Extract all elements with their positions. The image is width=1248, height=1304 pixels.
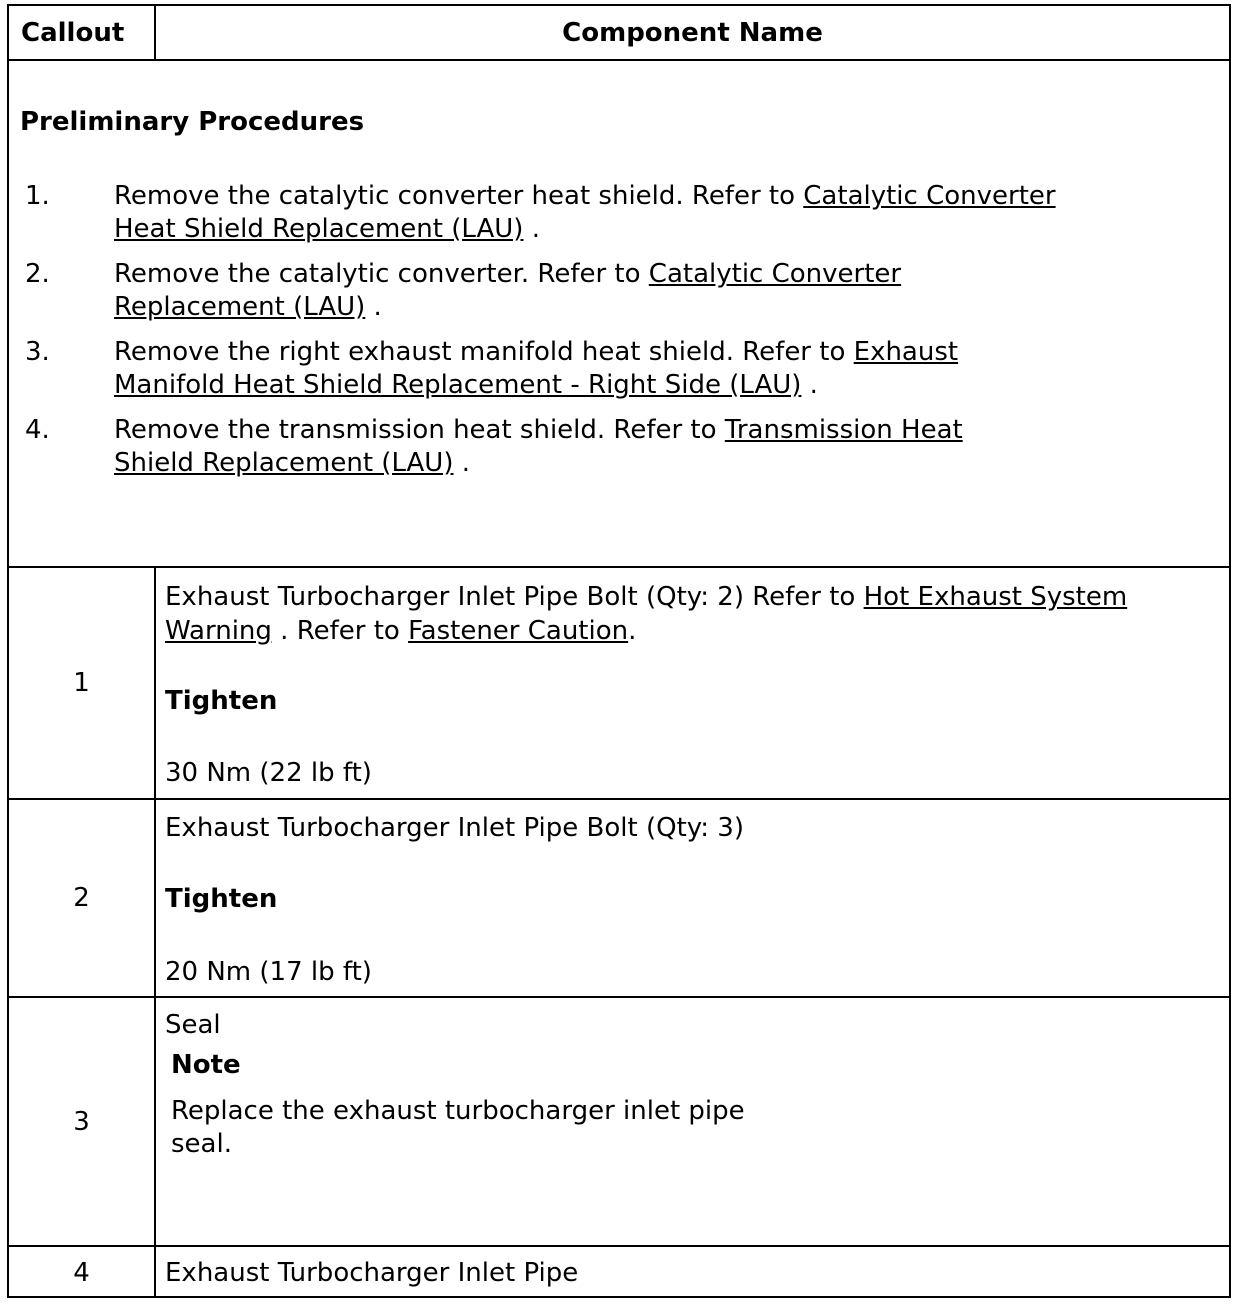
list-item: 1. Remove the catalytic converter heat shield. Refer to Catalytic Converter Heat Shield Replacement (LAU) . [25, 181, 1056, 244]
table-row [9, 800, 1229, 998]
component-description: Exhaust Turbocharger Inlet Pipe Bolt (Qty: 3) [165, 813, 744, 843]
step-number: 3. [25, 337, 50, 367]
component-cell [156, 568, 1229, 798]
transmission-heat-shield-link[interactable]: Transmission Heat Shield Replacement (LAU) [114, 415, 963, 478]
warning-link[interactable]: Warning [165, 616, 272, 646]
table-row [9, 568, 1229, 800]
table-row [9, 998, 1229, 1247]
callout-number: 1 [9, 568, 156, 798]
component-description: Exhaust Turbocharger Inlet Pipe [165, 1257, 579, 1288]
component-description: Seal [165, 1010, 221, 1040]
callout-number: 2 [9, 800, 156, 996]
note-text: Replace the exhaust turbocharger inlet pipe [171, 1096, 745, 1126]
exhaust-manifold-heat-shield-link[interactable]: Exhaust Manifold Heat Shield Replacement - Right Side (LAU) [114, 337, 959, 400]
component-cell [156, 800, 1229, 996]
table-row [9, 1247, 1229, 1298]
step-number: 4. [25, 415, 50, 445]
preliminary-procedures-title: Preliminary Procedures [20, 107, 365, 137]
tighten-label: Tighten [165, 686, 278, 716]
step-text: Remove the right exhaust manifold heat shield. Refer to [114, 337, 854, 367]
step-number: 2. [25, 259, 50, 289]
component-cell [156, 998, 1229, 1245]
callout-number: 4 [9, 1247, 156, 1298]
step-text: Remove the transmission heat shield. Refer to [114, 415, 725, 445]
step-text: Remove the catalytic converter. Refer to [114, 259, 649, 289]
header-callout: Callout [9, 6, 156, 59]
note-text-cont: seal. [171, 1129, 232, 1159]
torque-value: 20 Nm (17 lb ft) [165, 957, 372, 987]
table-header-row [9, 6, 1229, 61]
component-cell [156, 1247, 1229, 1298]
torque-value: 30 Nm (22 lb ft) [165, 758, 372, 788]
list-item: 3. Remove the right exhaust manifold heat shield. Refer to Exhaust Manifold Heat Shield Replacement - Right Side (LAU) . [25, 337, 959, 400]
callout-number: 3 [9, 998, 156, 1245]
header-component-name: Component Name [562, 17, 823, 48]
hot-exhaust-system-warning-link[interactable]: Hot Exhaust System [863, 582, 1128, 612]
component-description: Exhaust Turbocharger Inlet Pipe Bolt (Qty: 2) Refer to Hot Exhaust System [165, 582, 1128, 612]
step-number: 1. [25, 181, 50, 211]
catalytic-converter-replacement-link[interactable]: Catalytic Converter Replacement (LAU) [114, 259, 902, 322]
component-description-cont: Warning . Refer to Fastener Caution. [165, 616, 637, 646]
component-table [7, 4, 1231, 1298]
preliminary-procedures-section [9, 61, 1229, 568]
tighten-label: Tighten [165, 884, 278, 914]
preliminary-steps-list [9, 180, 1109, 492]
catalytic-converter-heat-shield-link[interactable]: Catalytic Converter Heat Shield Replacement (LAU) [114, 181, 1056, 244]
list-item: 4. Remove the transmission heat shield. Refer to Transmission Heat Shield Replacement (LAU) . [25, 415, 963, 478]
note-label: Note [171, 1050, 241, 1080]
list-item: 2. Remove the catalytic converter. Refer to Catalytic Converter Replacement (LAU) . [25, 259, 902, 322]
step-text: Remove the catalytic converter heat shield. Refer to [114, 181, 804, 211]
fastener-caution-link[interactable]: Fastener Caution [408, 616, 629, 646]
